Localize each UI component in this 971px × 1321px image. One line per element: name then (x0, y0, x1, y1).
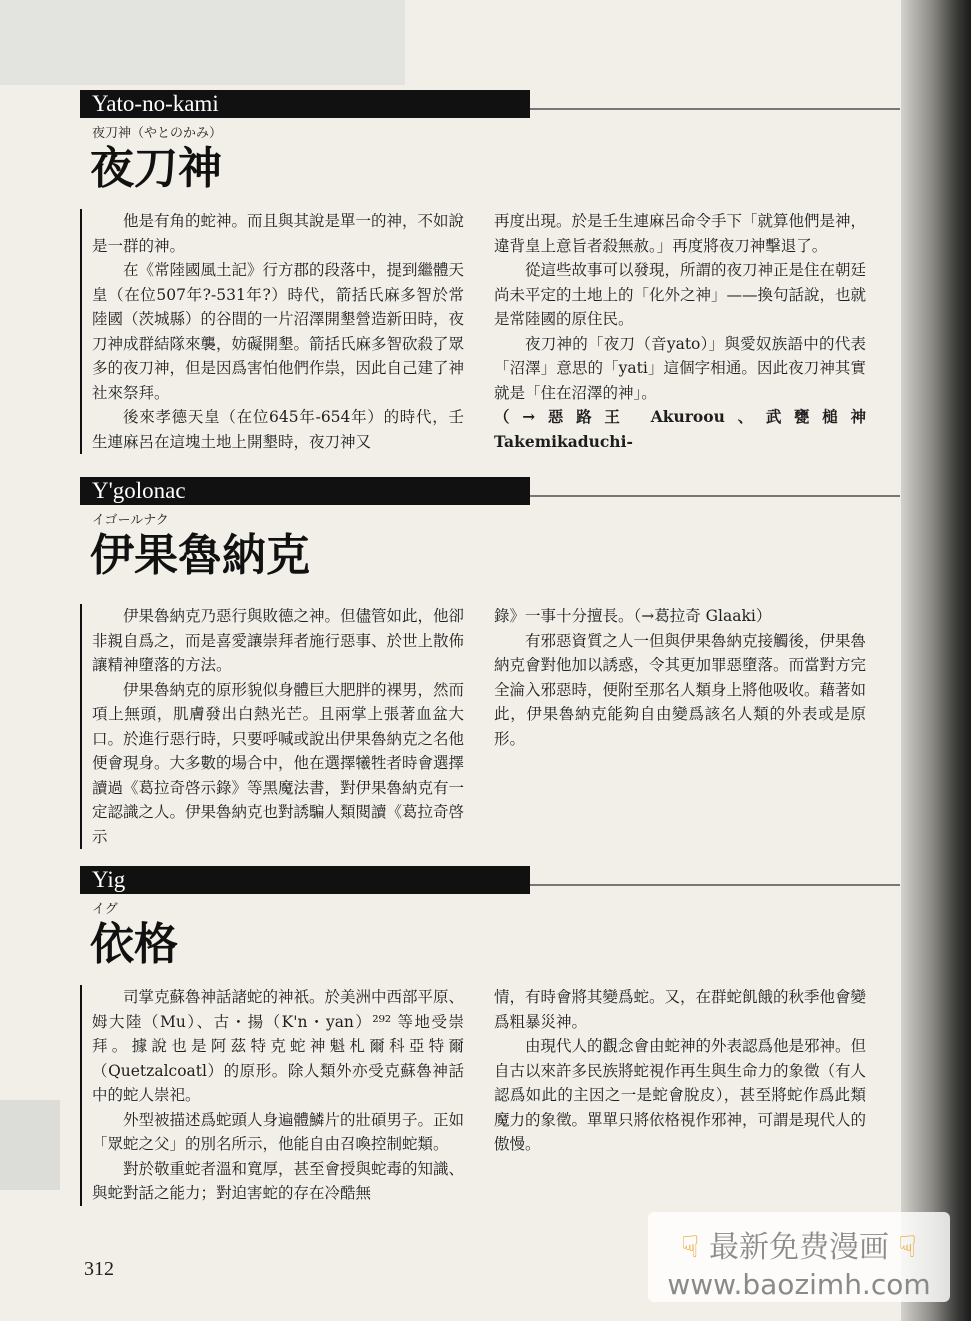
body-right-column (494, 985, 866, 1206)
watermark (648, 1212, 950, 1302)
watermark-line1 (648, 1222, 950, 1266)
title-rule (530, 495, 900, 497)
entry-body (80, 604, 900, 849)
entry-reading: イグ (92, 902, 118, 917)
entry-reading: 夜刀神（やとのかみ） (92, 126, 223, 141)
paragraph: 情，有時會將其變爲蛇。又，在群蛇飢餓的秋季他會變爲粗暴災神。 (494, 988, 867, 1031)
entry-body (80, 209, 900, 454)
page-number: 312 (84, 1258, 114, 1280)
watermark-url[interactable]: www.baozimh.com (667, 1268, 931, 1301)
paragraph: 錄》一事十分擅長。（→葛拉奇 Glaaki） (494, 607, 772, 625)
entry-title-en: Y'golonac (92, 478, 186, 503)
pointing-hand-icon: ☟ (681, 1230, 700, 1265)
left-background-band (0, 1100, 60, 1190)
top-background-band (0, 0, 405, 85)
paragraph: 再度出現。於是壬生連麻呂命令手下「就算他們是神，違背皇上意旨者殺無赦。」再度將夜刀神擊退了。 (494, 212, 867, 255)
entry-yato-no-kami (80, 90, 900, 454)
entry-title-cn: 依格 (90, 919, 178, 970)
body-right-column (494, 604, 866, 849)
paragraph: 後來孝德天皇（在位645年-654年）的時代，壬生連麻呂在這塊土地上開墾時，夜刀神又 (92, 408, 464, 451)
paragraph: 外型被描述爲蛇頭人身遍體鱗片的壯碩男子。正如「眾蛇之父」的別名所示，他能自由召喚控制蛇類。 (92, 1110, 465, 1153)
paragraph: 司掌克蘇魯神話諸蛇的神祇。於美洲中西部平原、姆大陸（Mu）、古・揚（K'n・yan）²⁹² 等地受崇拜。據說也是阿茲特克蛇神魁札爾科亞特爾（Quetzalcoatl）的原形。除人類外亦受克蘇魯神話中的蛇人崇祀。 (92, 988, 465, 1104)
paragraph: 由現代人的觀念會由蛇神的外表認爲他是邪神。但自古以來許多民族將蛇視作再生與生命力的象徵（有人認爲如此的主因之一是蛇會脫皮），甚至將蛇作爲此類魔力的象徵。單單只將依格視作邪神，可謂是現代人的傲慢。 (494, 1037, 867, 1153)
entry-body (80, 985, 900, 1206)
entry-title-cn: 夜刀神 (90, 143, 222, 194)
body-left-column (80, 604, 464, 849)
entry-title-en: Yig (92, 867, 126, 892)
watermark-text: 最新免费漫画 (709, 1230, 889, 1265)
title-rule (530, 108, 900, 110)
paragraph: 伊果魯納克乃惡行與敗德之神。但儘管如此，他卻非親自爲之，而是喜愛讓崇拜者施行惡事、於世上散佈讓精神墮落的方法。 (92, 607, 465, 674)
page-edge-shadow (898, 0, 971, 1321)
paragraph: 在《常陸國風土記》行方郡的段落中，提到繼體天皇（在位507年?-531年?）時代，箭括氏麻多智於常陸國（茨城縣）的谷間的一片沼澤開墾營造新田時，夜刀神成群結隊來襲，妨礙開墾。箭括氏麻多智砍殺了眾多的夜刀神，但是因爲害怕他們作祟，因此自己建了神社來祭拜。 (92, 261, 465, 402)
paragraph: 有邪惡資質之人一但與伊果魯納克接觸後，伊果魯納克會對他加以誘惑，令其更加罪惡墮落。而當對方完全淪入邪惡時，便附至那名人類身上將他吸收。藉著如此，伊果魯納克能夠自由變爲該名人類的外表或是原形。 (494, 631, 867, 748)
entry-yig (80, 866, 900, 1206)
entry-ygolonac (80, 477, 900, 849)
entry-title-bar (80, 90, 530, 118)
body-left-column (80, 985, 464, 1206)
entry-title-en: Yato-no-kami (92, 91, 219, 116)
paragraph: 他是有角的蛇神。而且與其說是單一的神，不如說是一群的神。 (92, 212, 465, 255)
pointing-hand-icon: ☟ (898, 1230, 917, 1265)
entry-title-cn: 伊果魯納克 (90, 530, 310, 581)
body-right-column (494, 209, 866, 454)
entry-title-bar (80, 477, 530, 505)
entry-reading: イゴールナク (92, 513, 169, 528)
entry-title-bar (80, 866, 530, 894)
paragraph: 從這些故事可以發現，所謂的夜刀神正是住在朝廷尚未平定的土地上的「化外之神」——換句話說，也就是常陸國的原住民。 (494, 261, 867, 328)
paragraph: 夜刀神的「夜刀（音yato）」與愛奴族語中的代表「沼澤」意思的「yati」這個字相通。因此夜刀神其實就是「住在沼澤的神」。 (494, 334, 866, 402)
paragraph: 對於敬重蛇者溫和寬厚，甚至會授與蛇毒的知識、與蛇對話之能力；對迫害蛇的存在冷酷無 (92, 1159, 465, 1202)
cross-reference: （→惡路王 Akuroou、武甕槌神 Takemikaduchi- (494, 407, 866, 451)
body-left-column (80, 209, 464, 454)
title-rule (530, 884, 900, 886)
paragraph: 伊果魯納克的原形貌似身體巨大肥胖的裸男，然而項上無頭，肌膚發出白熱光芒。且兩掌上張著血盆大口。於進行惡行時，只要呼喊或說出伊果魯納克之名他便會現身。大多數的場合中，他在選擇犧牲者時會選擇讀過《葛拉奇啓示錄》等黑魔法書，對伊果魯納克有一定認識之人。伊果魯納克也對誘騙人類閱讀《葛拉奇啓示 (92, 680, 465, 846)
